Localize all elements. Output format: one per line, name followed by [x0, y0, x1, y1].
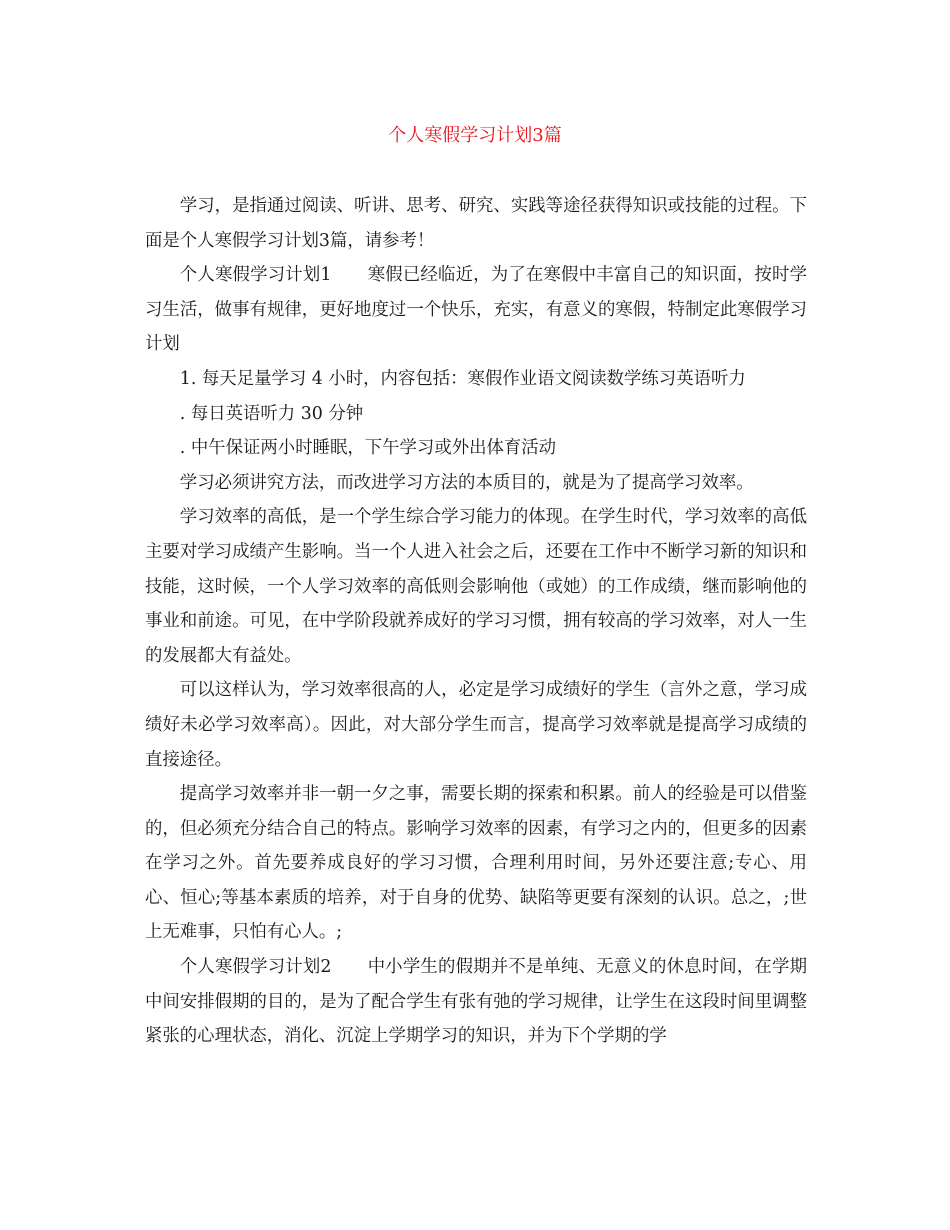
- list-item-hours: 1. 每天足量学习 4 小时，内容包括：寒假作业语文阅读数学练习英语听力: [179, 368, 746, 389]
- plan1-paragraph: [145, 258, 807, 362]
- efficiency-paragraph: 学习效率的高低，是一个学生综合学习能力的体现。在学生时代，学习效率的高低主要对学习成绩产生影响。当一个人进入社会之后，还要在工作中不断学习新的知识和技能，这时候，一个人学习效率的高低则会影响他（或她）的工作成绩，继而影响他的事业和前途。可见，在中学阶段就养成好的学习习惯，拥有较高的学习效率，对人一生的发展都大有益处。: [145, 507, 807, 666]
- list-item-nap: . 中午保证两小时睡眠，下午学习或外出体育活动: [179, 438, 557, 459]
- plan2-heading: 个人寒假学习计划2: [179, 957, 332, 978]
- plan1-heading: 个人寒假学习计划1: [179, 265, 332, 286]
- intro-paragraph: 学习，是指通过阅读、听讲、思考、研究、实践等途径获得知识或技能的过程。下面是个人寒假学习计划3篇，请参考！: [145, 196, 807, 251]
- improve-paragraph: 提高学习效率并非一朝一夕之事，需要长期的探索和积累。前人的经验是可以借鉴的，但必须充分结合自己的特点。影响学习效率的因素，有学习之内的，但更多的因素在学习之外。首先要养成良好的学习习惯，合理利用时间，另外还要注意;专心、用心、恒心;等基本素质的培养，对于自身的优势、缺陷等更要有深刻的认识。总之，;世上无难事，只怕有心人。;: [145, 784, 807, 943]
- document-title: 个人寒假学习计划3篇: [388, 125, 562, 146]
- plan2-text: 中小学生的假期并不是单纯、无意义的休息时间，在学期中间安排假期的目的，是为了配合学生有张有弛的学习规律，让学生在这段时间里调整紧张的心理状态，消化、沉淀上学期学习的知识，并为下个学期的学: [145, 957, 807, 1047]
- plan2-paragraph: [145, 950, 807, 1054]
- plan1-text: 寒假已经临近，为了在寒假中丰富自己的知识面，按时学习生活，做事有规律，更好地度过一个快乐，充实，有意义的寒假，特制定此寒假学习计划: [145, 265, 807, 355]
- method-paragraph: 学习必须讲究方法，而改进学习方法的本质目的，就是为了提高学习效率。: [179, 472, 754, 493]
- view-paragraph: 可以这样认为，学习效率很高的人，必定是学习成绩好的学生（言外之意，学习成绩好未必学习效率高）。因此，对大部分学生而言，提高学习效率就是提高学习成绩的直接途径。: [145, 680, 807, 770]
- list-item-listening: . 每日英语听力 30 分钟: [179, 403, 364, 424]
- document-body: [145, 189, 807, 1054]
